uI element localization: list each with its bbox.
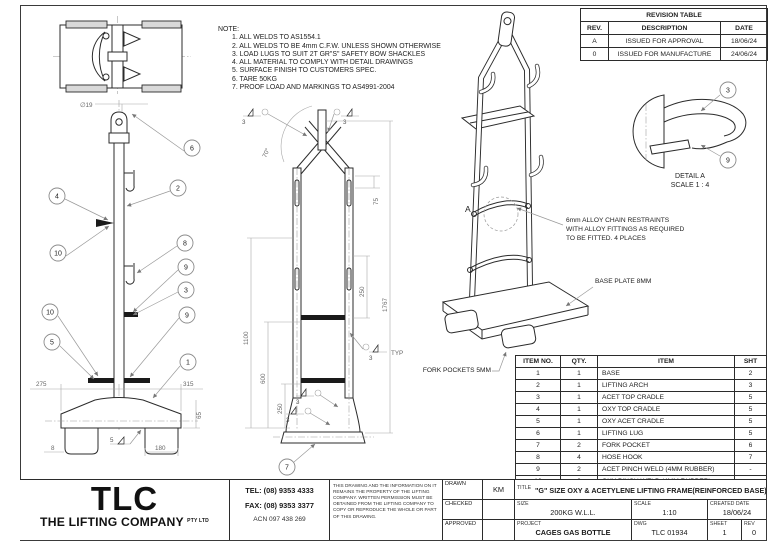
chain-restraints-note: 6mm ALLOY CHAIN RESTRAINTS WITH ALLOY FITTINGS AS REQUIRED TO BE FITTED. 4 PLACES	[566, 217, 685, 242]
title-label: TITLE	[517, 485, 532, 491]
svg-text:4: 4	[55, 193, 59, 201]
weld-symbol-label: 5	[110, 437, 114, 444]
svg-text:6: 6	[190, 145, 194, 153]
note-line: 2. ALL WELDS TO BE 4mm C.F.W. UNLESS SHOWN OTHERWISE	[232, 42, 441, 50]
table-row: 2 1 LIFTING ARCH 3	[516, 380, 767, 392]
scale-value: 1:10	[662, 508, 677, 517]
note-line: 1. ALL WELDS TO AS1554.1	[232, 34, 321, 42]
isometric-view-drawing	[425, 8, 640, 378]
rev-number: 0	[751, 528, 757, 537]
svg-text:9: 9	[185, 312, 189, 320]
svg-text:7: 7	[285, 464, 289, 472]
company-tel: TEL: (08) 9353 4333	[245, 486, 314, 495]
note-line: 3. LOAD LUGS TO SUIT 2T GR"S" SAFETY BOW SHACKLES	[232, 50, 426, 58]
created-date-cell: CREATED DATE 18/06/24	[708, 500, 766, 520]
title-block	[20, 479, 766, 540]
dim-label: 315	[183, 381, 194, 388]
item-header: ITEM	[598, 356, 735, 368]
detail-a-caption: DETAIL A SCALE 1 : 4	[670, 173, 710, 190]
company-suffix: PTY LTD	[187, 518, 209, 524]
balloon-7	[279, 444, 315, 475]
wll-value: 200KG W.L.L.	[550, 508, 596, 517]
fork-pockets-note: FORK POCKETS 5MM	[422, 367, 491, 374]
table-row: 0 ISSUED FOR MANUFACTURE 24/06/24	[581, 48, 768, 61]
company-name: THE LIFTING COMPANY $^{PTY LTD}$	[40, 515, 209, 529]
balloon-5	[44, 334, 94, 379]
svg-text:3: 3	[184, 287, 188, 295]
copyright-disclaimer: THIS DRAWING AND THE INFORMATION ON IT REMAINS THE PROPERTY OF THE LIFTING COMPANY. WRITTEN PERMISSION MUST BE OBTAINED FROM THE LIFTING COMPANY TO COPY OR REPRODUCE THE WHOLE OR PART OF THIS DRAWING.	[330, 480, 443, 540]
note-line: 4. ALL MATERIAL TO COMPLY WITH DETAIL DRAWINGS	[232, 59, 413, 67]
dim-label: 250	[359, 286, 366, 297]
svg-text:9: 9	[726, 157, 730, 165]
project-value: CAGES GAS BOTTLE	[535, 528, 611, 537]
table-row: 8 4 HOSE HOOK 7	[516, 452, 767, 464]
table-row: 5 1 OXY ACET CRADLE 5	[516, 416, 767, 428]
revision-table-title: REVISION TABLE	[581, 9, 768, 22]
table-row: 4 1 OXY TOP CRADLE 5	[516, 404, 767, 416]
dim-label: 65	[196, 411, 203, 419]
balloon-detail-3	[701, 82, 736, 111]
notes-title: NOTE:	[218, 26, 240, 33]
dwg-number: TLC 01934	[651, 528, 688, 537]
sheet-number: 1	[722, 528, 727, 537]
iso-geometry	[443, 11, 588, 348]
description-col-header: DESCRIPTION	[609, 22, 721, 35]
note-line: 5. SURFACE FINISH TO CUSTOMERS SPEC.	[232, 67, 377, 75]
approved-value	[483, 520, 515, 540]
balloon-4	[49, 188, 108, 220]
drawing-title-cell	[515, 480, 766, 500]
table-row: 9 2 ACET PINCH WELD (4MM RUBBER) -	[516, 464, 767, 476]
company-abbr: TLC	[90, 480, 159, 517]
dwg-cell: DWG TLC 01934	[632, 520, 708, 540]
balloon-2	[127, 180, 186, 206]
section-view-dimensions	[242, 106, 403, 433]
section-view-drawing	[228, 95, 428, 480]
dim-label: 1767	[382, 297, 389, 312]
rev-col-header: REV.	[581, 22, 609, 35]
company-contact	[230, 480, 330, 540]
dim-label: 1100	[243, 331, 250, 345]
sheet-cell: SHEET 1	[708, 520, 742, 540]
balloon-10	[50, 226, 109, 261]
svg-text:3: 3	[726, 87, 730, 95]
table-row: A ISSUED FOR APPROVAL 18/06/24	[581, 35, 768, 48]
dim-label: 275	[36, 381, 47, 388]
front-view-drawing	[22, 95, 222, 467]
dim-label: 600	[260, 373, 267, 384]
dim-label: 70°	[261, 147, 272, 159]
svg-text:10: 10	[54, 250, 62, 258]
created-date-value: 18/06/24	[722, 508, 752, 517]
checked-label: CHECKED	[443, 500, 483, 520]
table-row: 7 2 FORK POCKET 6	[516, 440, 767, 452]
svg-text:10: 10	[46, 309, 54, 317]
checked-value	[483, 500, 515, 520]
company-logo	[20, 480, 230, 540]
weld-symbol-label: 3	[242, 119, 246, 126]
front-view-geometry	[45, 100, 198, 454]
weld-symbol-label: 3	[369, 355, 373, 362]
top-view-drawing	[50, 14, 195, 98]
project-cell: PROJECT CAGES GAS BOTTLE	[515, 520, 632, 540]
typ-label: TYP	[391, 350, 404, 357]
svg-text:5: 5	[50, 339, 54, 347]
dim-label: 75	[373, 197, 380, 205]
drawn-label: DRAWN	[443, 480, 483, 500]
table-row: 6 1 LIFTING LUG 5	[516, 428, 767, 440]
note-line: 7. PROOF LOAD AND MARKINGS TO AS4991-2004	[232, 83, 395, 91]
size-cell: SIZE 200KG W.L.L.	[515, 500, 632, 520]
weld-symbol-label: 3	[286, 417, 290, 424]
weld-symbol-label: 3	[343, 119, 347, 126]
svg-text:8: 8	[183, 240, 187, 248]
qty-header: QTY.	[561, 356, 598, 368]
rev-cell: REV 0	[742, 520, 766, 540]
drawn-value: KM	[483, 480, 515, 500]
view-a-label: A	[465, 204, 471, 214]
dim-label: 180	[155, 445, 166, 452]
balloon-1	[153, 354, 196, 398]
scale-cell: SCALE 1:10	[632, 500, 708, 520]
item-table	[515, 355, 767, 488]
weld-symbol-label: 3	[296, 399, 300, 406]
company-fax: FAX: (08) 9353 3377	[244, 501, 315, 510]
note-line: 6. TARE 50KG	[232, 75, 277, 83]
table-row: 1 1 BASE 2	[516, 368, 767, 380]
table-row: 3 1 ACET TOP CRADLE 5	[516, 392, 767, 404]
approved-label: APPROVED	[443, 520, 483, 540]
svg-text:1: 1	[186, 359, 190, 367]
svg-text:2: 2	[176, 185, 180, 193]
item-no-header: ITEM NO.	[516, 356, 561, 368]
dim-label: 8	[51, 445, 55, 452]
company-acn: ACN 097 438 269	[253, 516, 306, 523]
notes-block	[218, 26, 441, 92]
drawing-title: "G" SIZE OXY & ACETYLENE LIFTING FRAME(REINFORCED BASE)	[535, 486, 767, 495]
svg-text:9: 9	[184, 264, 188, 272]
base-plate-note: BASE PLATE 8MM	[595, 278, 652, 285]
sht-header: SHT	[735, 356, 767, 368]
balloon-6	[132, 114, 200, 156]
dim-label: 250	[277, 403, 284, 414]
date-col-header: DATE	[721, 22, 768, 35]
dim-label: ∅19	[80, 102, 93, 109]
section-view-geometry	[273, 110, 374, 443]
